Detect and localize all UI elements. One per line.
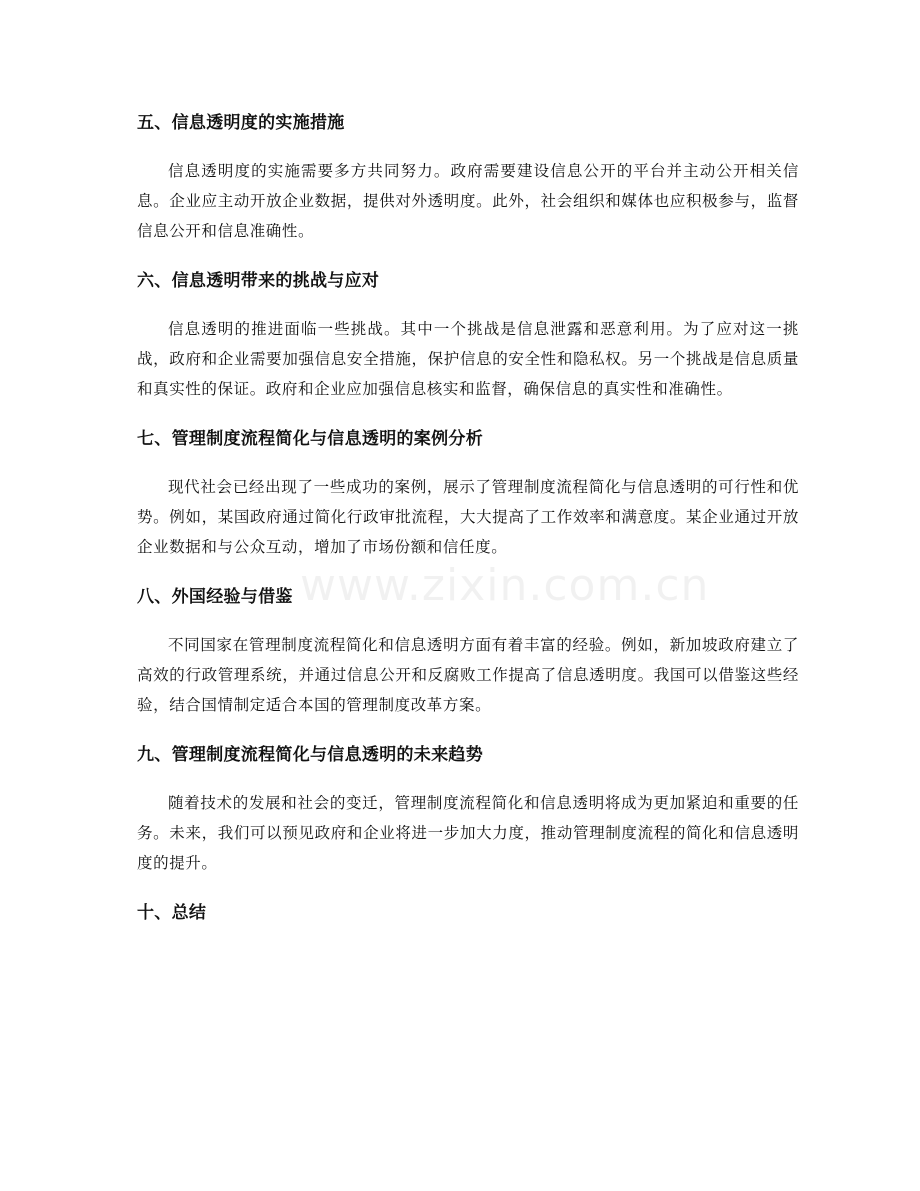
document-section — [137, 898, 799, 928]
section-heading: 八、外国经验与借鉴 — [137, 587, 293, 607]
watermark-text: www.zixin.com.cn — [300, 560, 710, 611]
section-heading: 六、信息透明带来的挑战与应对 — [137, 271, 380, 291]
section-heading: 九、管理制度流程简化与信息透明的未来趋势 — [137, 745, 483, 765]
document-section — [137, 266, 799, 404]
section-heading: 十、总结 — [137, 903, 207, 923]
section-paragraph: 信息透明的推进面临一些挑战。其中一个挑战是信息泄露和恶意利用。为了应对这一挑战，政府和企业需要加强信息安全措施，保护信息的安全性和隐私权。另一个挑战是信息质量和真实性的保证。政府和企业应加强信息核实和监督，确保信息的真实性和准确性。 — [137, 320, 799, 398]
section-paragraph: 信息透明度的实施需要多方共同努力。政府需要建设信息公开的平台并主动公开相关信息。企业应主动开放企业数据，提供对外透明度。此外，社会组织和媒体也应积极参与，监督信息公开和信息准确性。 — [137, 162, 799, 240]
section-paragraph: 随着技术的发展和社会的变迁，管理制度流程简化和信息透明将成为更加紧迫和重要的任务。未来，我们可以预见政府和企业将进一步加大力度，推动管理制度流程的简化和信息透明度的提升。 — [137, 794, 799, 872]
section-paragraph: 不同国家在管理制度流程简化和信息透明方面有着丰富的经验。例如，新加坡政府建立了高效的行政管理系统，并通过信息公开和反腐败工作提高了信息透明度。我国可以借鉴这些经验，结合国情制定适合本国的管理制度改革方案。 — [137, 636, 799, 714]
document-section — [137, 424, 799, 562]
section-heading: 七、管理制度流程简化与信息透明的案例分析 — [137, 429, 483, 449]
section-paragraph: 现代社会已经出现了一些成功的案例，展示了管理制度流程简化与信息透明的可行性和优势。例如，某国政府通过简化行政审批流程，大大提高了工作效率和满意度。某企业通过开放企业数据和与公众互动，增加了市场份额和信任度。 — [137, 478, 799, 556]
document-section — [137, 740, 799, 878]
section-heading: 五、信息透明度的实施措施 — [137, 113, 345, 133]
document-section — [137, 108, 799, 246]
document-section — [137, 582, 799, 720]
document-body — [137, 108, 799, 946]
